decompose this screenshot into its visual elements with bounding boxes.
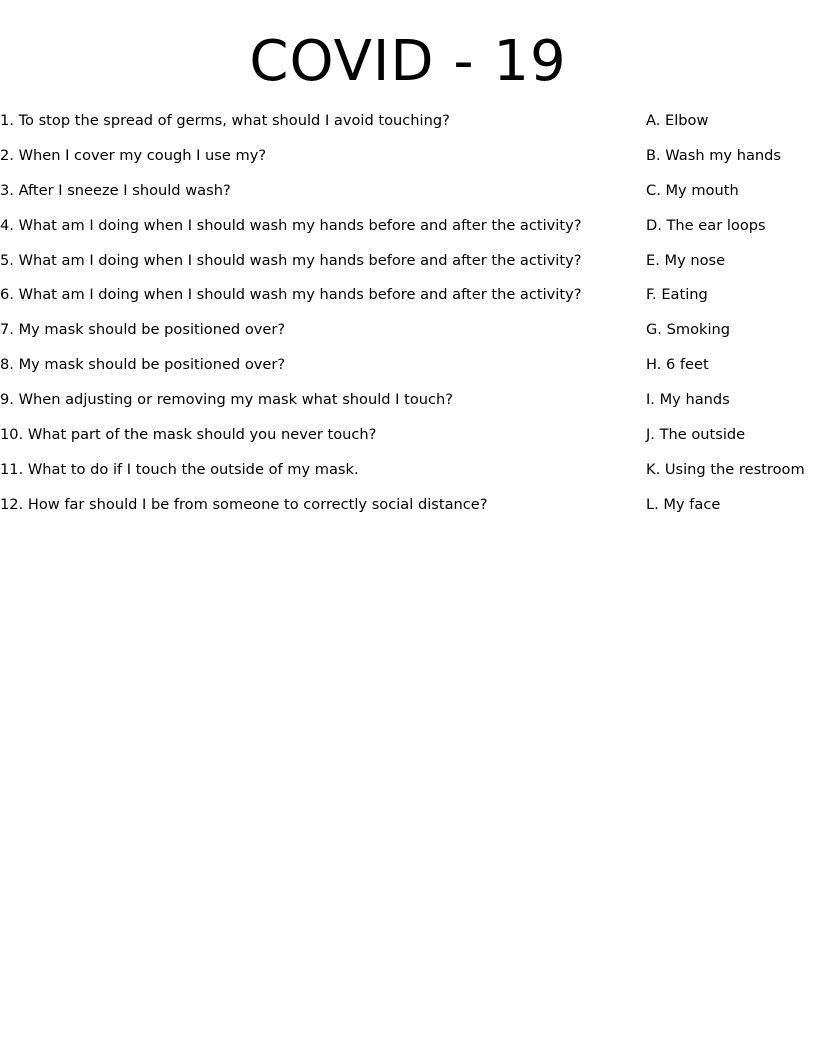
answer-item: L. My face [646, 495, 721, 513]
question-item: 11. What to do if I touch the outside of my mask. [0, 460, 359, 478]
answer-item: E. My nose [646, 251, 726, 269]
question-item: 7. My mask should be positioned over? [0, 321, 286, 339]
question-item: 10. What part of the mask should you never touch? [0, 426, 377, 444]
answer-item: H. 6 feet [646, 356, 709, 374]
question-item: 1. To stop the spread of germs, what should I avoid touching? [0, 112, 450, 129]
question-list [0, 111, 581, 530]
question-item: 5. What am I doing when I should wash my hands before and after the activity? [0, 251, 582, 269]
answer-list [646, 111, 805, 530]
answer-item: A. Elbow [646, 112, 709, 129]
answer-item: F. Eating [646, 286, 708, 304]
answer-item: K. Using the restroom [646, 460, 805, 478]
answer-item: J. The outside [646, 426, 746, 444]
question-item: 6. What am I doing when I should wash my hands before and after the activity? [0, 286, 582, 304]
answer-item: G. Smoking [646, 321, 731, 339]
question-item: 9. When adjusting or removing my mask what should I touch? [0, 391, 454, 409]
answer-item: B. Wash my hands [646, 146, 782, 164]
answer-item: D. The ear loops [646, 216, 766, 234]
question-item: 3. After I sneeze I should wash? [0, 181, 231, 199]
answer-item: C. My mouth [646, 181, 739, 199]
worksheet-title: COVID - 19 [249, 29, 567, 94]
question-item: 2. When I cover my cough I use my? [0, 146, 267, 164]
question-item: 12. How far should I be from someone to correctly social distance? [0, 495, 488, 513]
question-item: 8. My mask should be positioned over? [0, 356, 286, 374]
answer-item: I. My hands [646, 391, 730, 409]
question-item: 4. What am I doing when I should wash my hands before and after the activity? [0, 216, 582, 234]
